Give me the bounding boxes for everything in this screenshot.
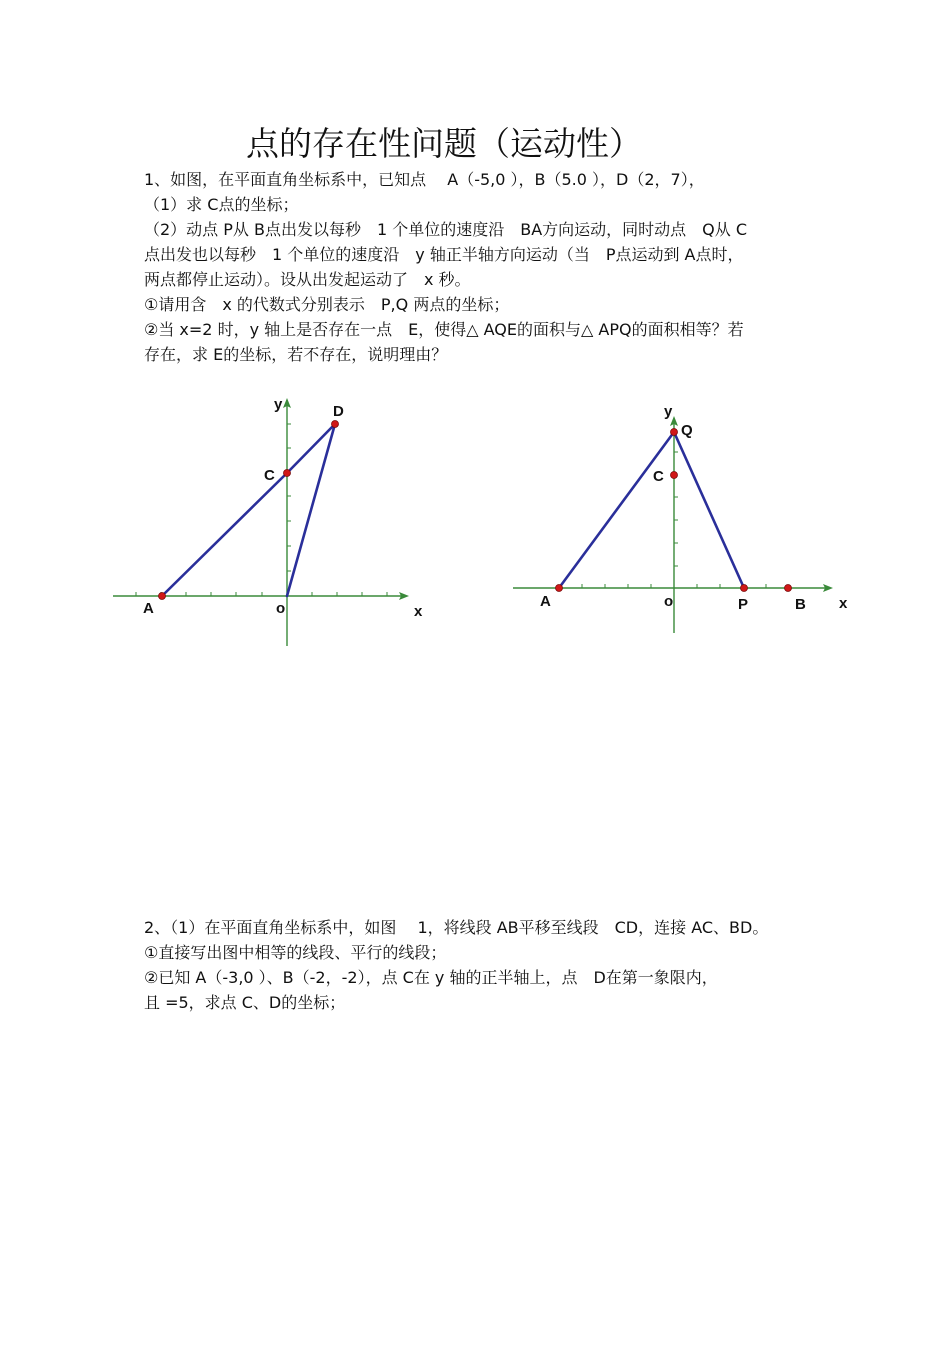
problem-1-line: 1、如图，在平面直角坐标系中，已知点 A（-5,0 ），B（5.0 ），D（2，7）， — [144, 170, 705, 189]
label-y: y — [664, 403, 673, 420]
problem-1-line: 两点都停止运动）。设从出发起运动了 x 秒。 — [144, 270, 471, 289]
label-Q: Q — [681, 422, 693, 439]
point-A — [159, 593, 166, 600]
label-C: C — [264, 467, 275, 484]
point-C — [671, 472, 678, 479]
label-o: o — [664, 593, 674, 610]
point-C — [284, 470, 291, 477]
problem-1-line: 存在，求 E的坐标，若不存在，说明理由？ — [144, 345, 448, 364]
label-A: A — [540, 593, 551, 610]
problem-2-line: 且 =5，求点 C、D的坐标； — [144, 993, 346, 1012]
page-title: 点的存在性问题（运动性） — [246, 124, 642, 163]
point-Q — [671, 429, 678, 436]
segment-QP — [674, 432, 744, 588]
problem-2-line: ②已知 A（-3,0 ）、B（-2，-2），点 C在 y 轴的正半轴上，点 D在第一象限内， — [144, 968, 718, 987]
label-P: P — [738, 596, 749, 613]
point-A — [556, 585, 563, 592]
problem-1-line: （2）动点 P从 B点出发以每秒 1 个单位的速度沿 BA方向运动，同时动点 Q从 C — [144, 220, 748, 239]
label-A: A — [143, 600, 154, 617]
problem-1-line: ②当 x=2 时，y 轴上是否存在一点 E，使得△ AQE的面积与△ APQ的面积相等？若 — [144, 320, 744, 339]
label-y: y — [274, 396, 283, 413]
point-D — [332, 421, 339, 428]
problem-2-line: 2、（1）在平面直角坐标系中，如图 1，将线段 AB平移至线段 CD，连接 AC、BD。 — [144, 918, 769, 937]
point-P — [741, 585, 748, 592]
label-D: D — [333, 403, 344, 420]
label-x: x — [414, 603, 423, 620]
problem-1-line: （1）求 C点的坐标； — [144, 195, 299, 214]
problem-1-line: 点出发也以每秒 1 个单位的速度沿 y 轴正半轴方向运动（当 P点运动到 A点时， — [144, 245, 744, 264]
label-B: B — [795, 596, 806, 613]
label-x: x — [839, 595, 848, 612]
segment-AC — [162, 473, 287, 596]
problem-1-line: ①请用含 x 的代数式分别表示 P,Q 两点的坐标； — [144, 295, 510, 314]
point-B — [785, 585, 792, 592]
label-o: o — [276, 600, 286, 617]
problem-2-line: ①直接写出图中相等的线段、平行的线段； — [144, 943, 447, 962]
label-C: C — [653, 468, 664, 485]
segment-AQ — [559, 432, 674, 588]
